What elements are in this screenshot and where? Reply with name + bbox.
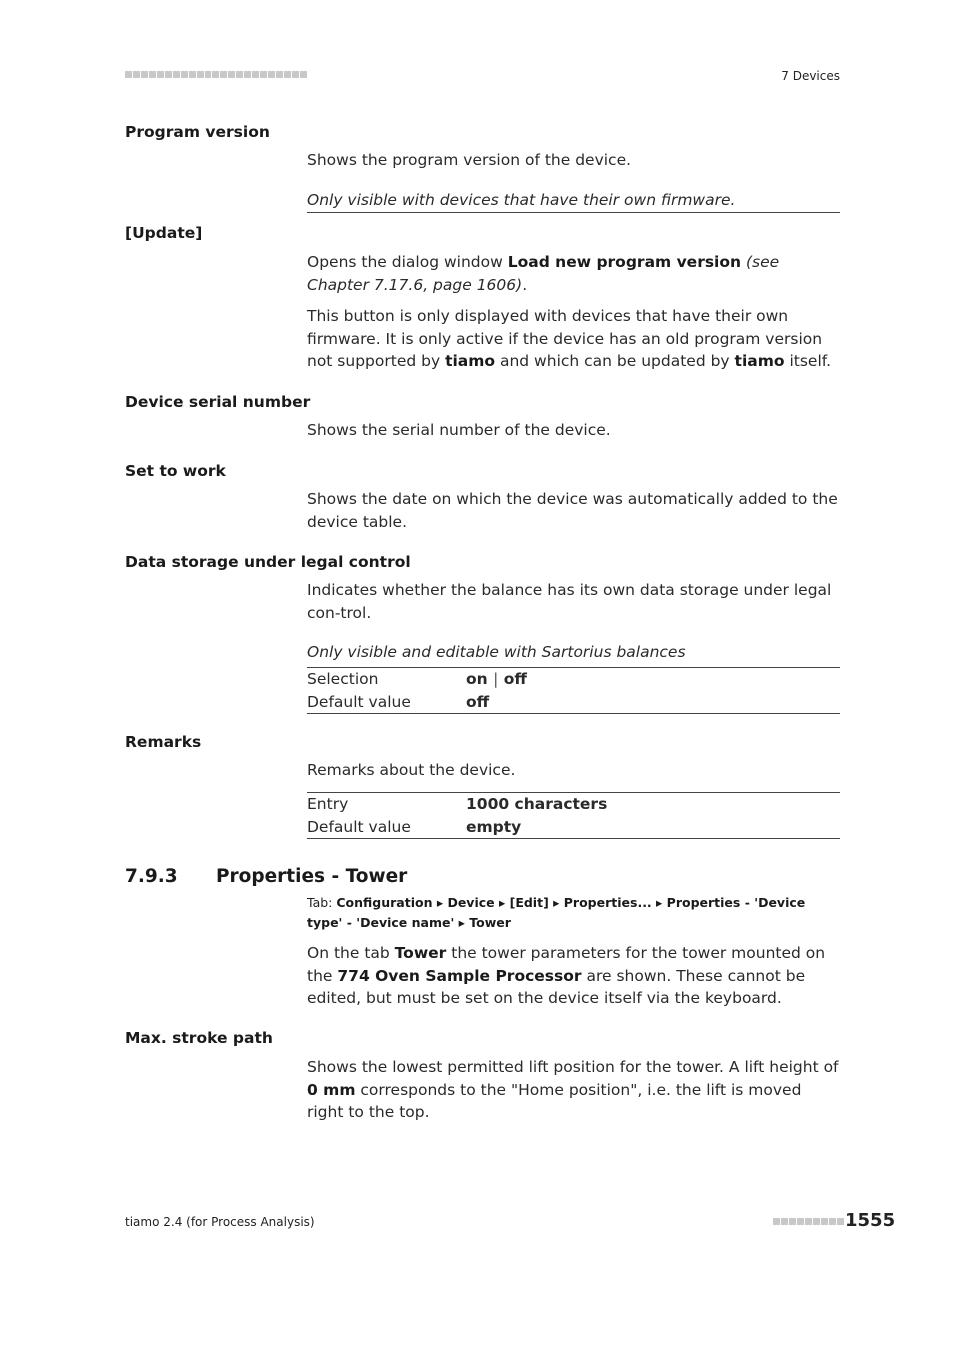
dialog-name: Load new program version [507, 253, 742, 271]
update-desc-1: Opens the dialog window Load new program version (see Chapter 7.17.6, page 1606). [307, 253, 780, 294]
param-title-legal: Data storage under legal control [125, 553, 411, 571]
footer-decoration [773, 1218, 844, 1225]
param-title-program-version: Program version [125, 123, 270, 141]
param-title-max-stroke: Max. stroke path [125, 1029, 273, 1047]
param-title-set-to-work: Set to work [125, 462, 226, 480]
legal-note: Only visible and editable with Sartorius balances [307, 643, 686, 661]
table-row: Entry 1000 characters [307, 795, 608, 813]
set-to-work-desc: Shows the date on which the device was automatically added to the device table. [307, 490, 838, 531]
program-version-desc: Shows the program version of the device. [307, 151, 632, 169]
program-version-note: Only visible with devices that have their own firmware. [307, 191, 840, 213]
chapter-header: 7 Devices [781, 69, 840, 83]
tab-path: Tab: Configuration ▸ Device ▸ [Edit] ▸ Properties... ▸ Properties - 'Device type' - 'Device name' ▸ Tower [307, 895, 806, 930]
param-title-remarks: Remarks [125, 733, 202, 751]
update-desc-2: This button is only displayed with devices that have their own firmware. It is only active if the device has an old program version not supported by tiamo and which can be updated by tiamo itself. [307, 307, 832, 370]
remarks-desc: Remarks about the device. [307, 761, 516, 779]
remarks-table [307, 792, 840, 839]
section-heading: 7.9.3 Properties - Tower [125, 866, 408, 887]
section-intro: On the tab Tower the tower parameters for the tower mounted on the 774 Oven Sample Processor are shown. These cannot be edited, but must be set on the device itself via the keyboard. [307, 944, 826, 1007]
legal-desc: Indicates whether the balance has its own data storage under legal con-trol. [307, 581, 832, 622]
table-row: Selection on | off [307, 670, 527, 688]
header-decoration [125, 71, 307, 79]
page-number: 1555 [845, 1210, 896, 1231]
param-title-update: [Update] [125, 224, 203, 242]
param-title-serial: Device serial number [125, 393, 311, 411]
legal-table [307, 667, 840, 714]
table-row: Default value off [307, 692, 490, 711]
serial-desc: Shows the serial number of the device. [307, 421, 611, 439]
table-row: Default value empty [307, 817, 522, 836]
max-stroke-desc: Shows the lowest permitted lift position for the tower. A lift height of 0 mm corresponds to the "Home position", i.e. the lift is moved right to the top. [307, 1058, 839, 1121]
chapter-reference[interactable]: (see Chapter 7.17.6, page 1606) [307, 253, 780, 294]
footer-product: tiamo 2.4 (for Process Analysis) [125, 1215, 315, 1229]
